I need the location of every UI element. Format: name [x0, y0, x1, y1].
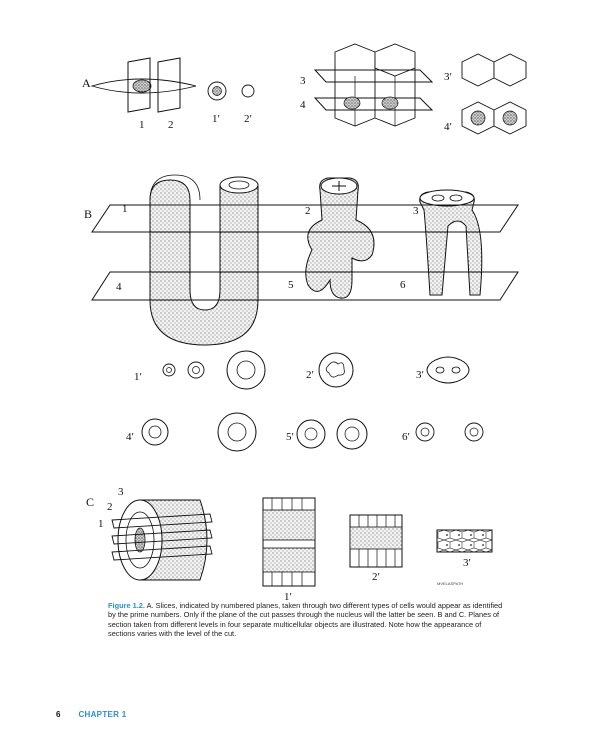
figure-number: Figure 1.2. — [108, 601, 145, 610]
page-footer — [56, 710, 127, 719]
section-4-prime-label: 4′ — [444, 121, 452, 133]
panel-a-sections — [208, 82, 254, 100]
plane-1-label: 1 — [139, 119, 145, 131]
panel-c-section-1-prime — [263, 498, 315, 586]
panel-b-u-tube — [150, 175, 258, 345]
figure-caption — [108, 601, 508, 638]
plane-b5-label: 5 — [288, 279, 294, 291]
panel-c-section-2-prime — [350, 515, 402, 567]
panel-b-label: B — [84, 207, 93, 221]
panel-a-hex-sections — [462, 54, 526, 134]
section-c2-prime-label: 2′ — [372, 571, 380, 583]
section-1-prime-label: 1′ — [212, 113, 220, 125]
plane-c1-label: 1 — [98, 518, 104, 530]
panel-c-label: C — [86, 495, 95, 509]
section-b2-prime-label: 2′ — [306, 369, 314, 381]
artist-signature: MVELASPATH — [437, 581, 464, 586]
section-c1-prime-label: 1′ — [284, 591, 292, 600]
panel-a-label: A — [82, 76, 91, 90]
panel-c-cylinder — [112, 500, 212, 580]
section-b4-prime-label: 4′ — [126, 431, 134, 443]
section-b5-prime-label: 5′ — [286, 431, 294, 443]
plane-4-label: 4 — [300, 99, 306, 111]
plane-c3-label: 3 — [118, 486, 124, 498]
panel-a-spindle-cell — [92, 58, 196, 112]
section-b3-prime-label: 3′ — [416, 369, 424, 381]
plane-b6-label: 6 — [400, 279, 406, 291]
plane-b1-label: 1 — [122, 203, 128, 215]
page-number: 6 — [56, 710, 61, 719]
panel-c-section-3-prime — [437, 530, 492, 552]
section-2-prime-label: 2′ — [244, 113, 252, 125]
panel-a-hexagonal-cells — [315, 44, 432, 126]
panel-b-bifurcated-tube — [420, 190, 482, 295]
section-b6-prime-label: 6′ — [402, 431, 410, 443]
plane-3-label: 3 — [300, 75, 306, 87]
plane-2-label: 2 — [168, 119, 174, 131]
chapter-label: CHAPTER 1 — [78, 710, 127, 719]
section-c3-prime-label: 3′ — [463, 557, 471, 569]
panel-b-sections-row2 — [142, 413, 483, 451]
caption-text: A. Slices, indicated by numbered planes, taken through two different types of cells would appear as identified by the prime numbers. Only if the plane of the cut passes through the nucleus will the latter be seen. B and C. Planes of section taken from different levels in four separate multicellular objects are illustrated. Note how the appearance of sections varies with the level of the cut. — [108, 601, 503, 638]
plane-b3-label: 3 — [413, 205, 419, 217]
panel-b-branched-gland — [306, 178, 374, 298]
section-b1-prime-label: 1′ — [134, 371, 142, 383]
plane-c2-label: 2 — [107, 501, 113, 513]
section-3-prime-label: 3′ — [444, 71, 452, 83]
plane-b2-label: 2 — [305, 205, 311, 217]
plane-b4-label: 4 — [116, 281, 122, 293]
